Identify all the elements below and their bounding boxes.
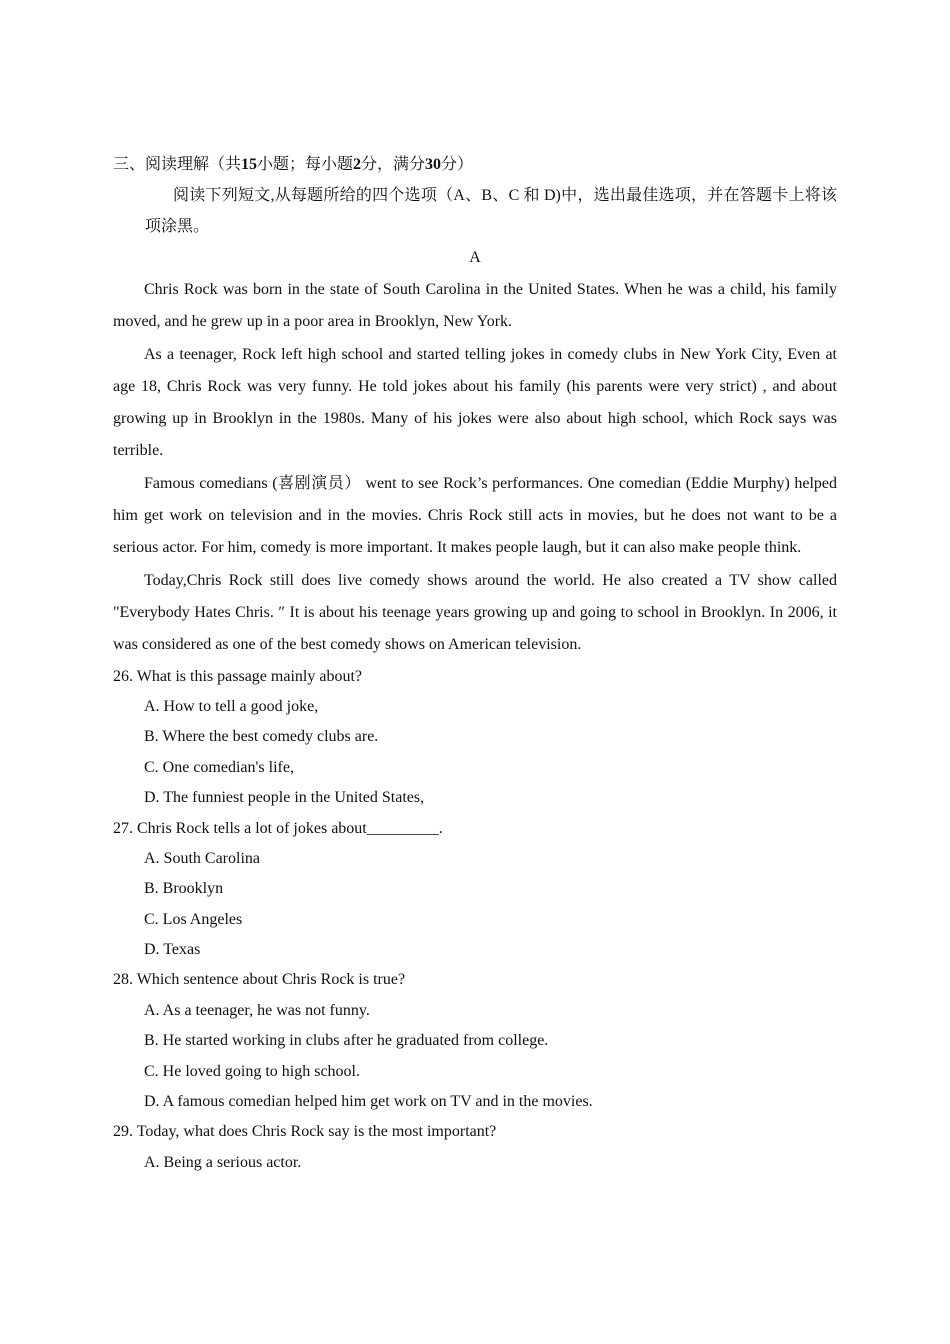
heading-text: 小题；每小题	[257, 156, 354, 173]
heading-text: 三、阅读理解（共	[113, 156, 242, 173]
answer-option: C. Los Angeles	[144, 910, 243, 928]
answer-option: A. How to tell a good joke,	[144, 697, 319, 715]
answer-option: A. Being a serious actor.	[144, 1153, 302, 1171]
section-heading	[113, 150, 837, 180]
points-each: 2	[353, 156, 362, 173]
question-26	[113, 662, 837, 814]
passage-paragraph: Chris Rock was born in the state of South Carolina in the United States. When he was a child, his family moved, and he grew up in a poor area in Brooklyn, New York.	[113, 281, 837, 331]
answer-option: B. He started working in clubs after he graduated from college.	[144, 1032, 549, 1050]
passage-title: A	[469, 249, 481, 266]
answer-option: A. South Carolina	[144, 849, 260, 867]
instructions: 阅读下列短文,从每题所给的四个选项（A、B、C 和 D)中，选出最佳选项，并在答题卡上将该项涂黑。	[145, 187, 837, 235]
question-count: 15	[241, 156, 258, 173]
question-stem: 27. Chris Rock tells a lot of jokes about_________.	[113, 819, 443, 837]
heading-text: 分）	[441, 156, 474, 173]
exam-page	[113, 150, 837, 1178]
question-28	[113, 965, 837, 1117]
total-points: 30	[425, 156, 442, 173]
answer-option: C. He loved going to high school.	[144, 1062, 360, 1080]
question-stem: 26. What is this passage mainly about?	[113, 667, 362, 685]
answer-option: A. As a teenager, he was not funny.	[144, 1001, 370, 1019]
question-stem: 29. Today, what does Chris Rock say is the most important?	[113, 1123, 497, 1141]
answer-option: B. Brooklyn	[144, 880, 224, 898]
passage-paragraph: Famous comedians (喜剧演员） went to see Rock’s performances. One comedian (Eddie Murphy) helped him get work on television and in the movies. Chris Rock still acts in movies, but he does not want to be a serious actor. For him, comedy is more important. It makes people laugh, but it can also make people think.	[113, 474, 837, 557]
answer-option: D. A famous comedian helped him get work on TV and in the movies.	[144, 1093, 593, 1111]
passage-body	[113, 274, 837, 662]
question-stem: 28. Which sentence about Chris Rock is true?	[113, 971, 406, 989]
passage-paragraph: As a teenager, Rock left high school and started telling jokes in comedy clubs in New York City, Even at age 18, Chris Rock was very funny. He told jokes about his family (his parents were very strict) , and about growing up in Brooklyn in the 1980s. Many of his jokes were also about high school, which Rock says was terrible.	[113, 345, 837, 460]
answer-option: D. Texas	[144, 941, 201, 959]
question-27	[113, 814, 837, 966]
answer-option: D. The funniest people in the United States,	[144, 789, 425, 807]
question-29	[113, 1117, 837, 1178]
passage-paragraph: Today,Chris Rock still does live comedy shows around the world. He also created a TV show called "Everybody Hates Chris. ″ It is about his teenage years growing up and going to school in Brooklyn. In 2006, it was considered as one of the best comedy shows on American television.	[113, 571, 837, 654]
answer-option: B. Where the best comedy clubs are.	[144, 728, 379, 746]
answer-option: C. One comedian's life,	[144, 758, 294, 776]
heading-text: 分，满分	[361, 156, 426, 173]
